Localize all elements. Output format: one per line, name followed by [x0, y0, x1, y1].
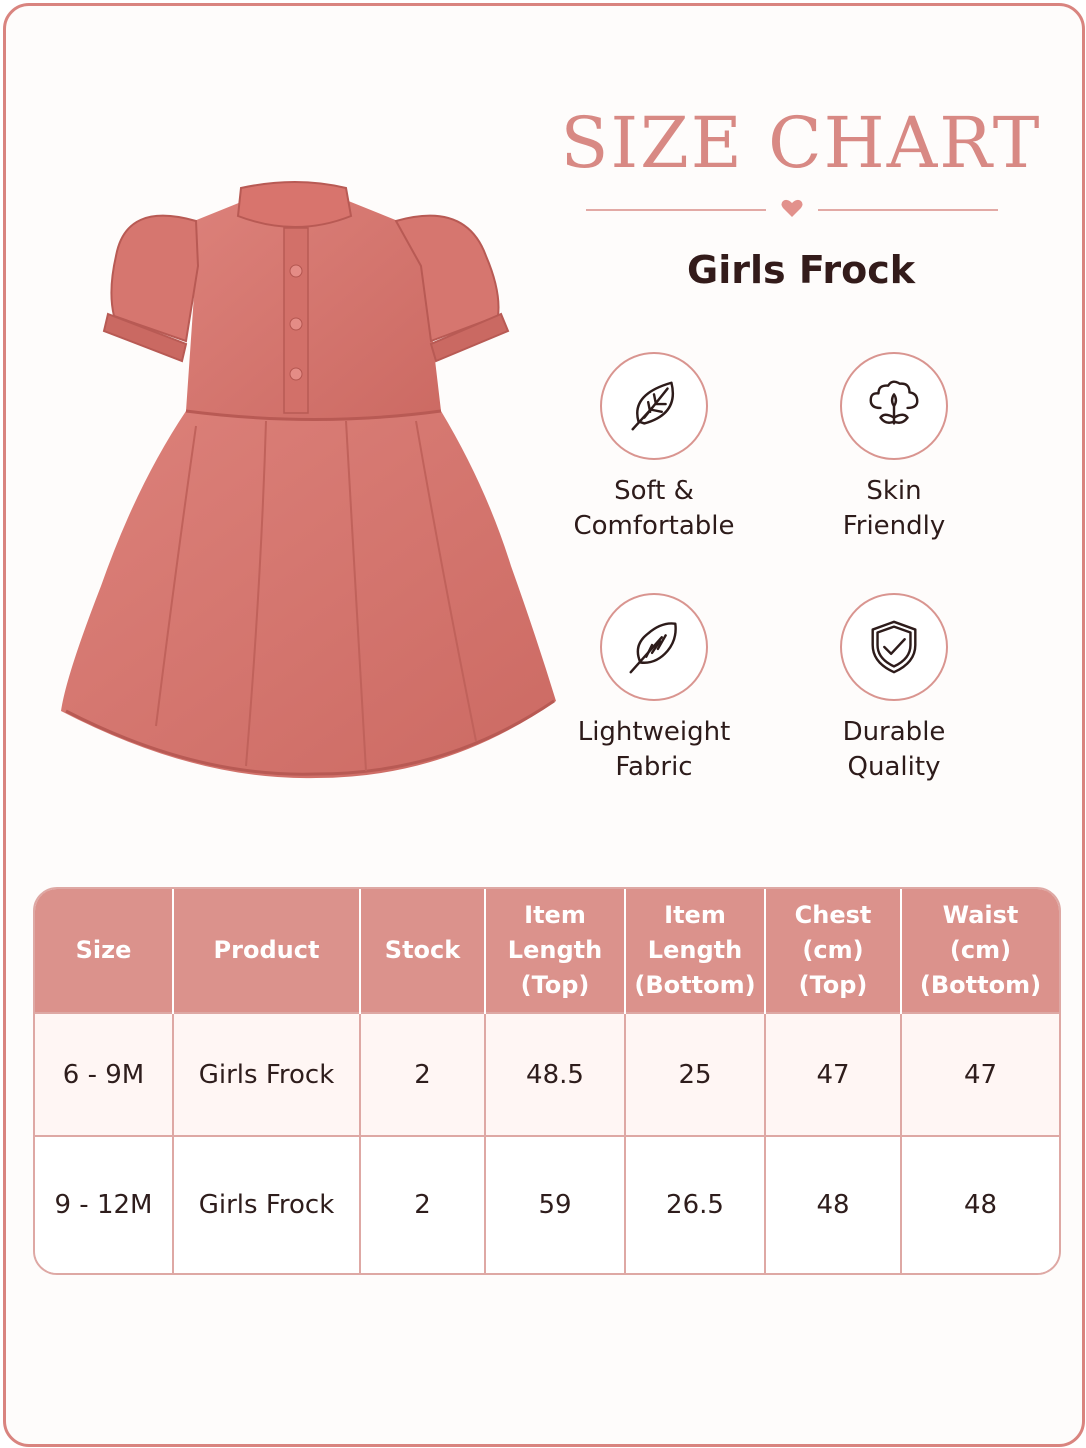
column-header: Item Length (Bottom)	[625, 889, 765, 1013]
feature-soft-comfortable	[534, 352, 774, 544]
size-table	[33, 887, 1061, 1275]
page-title: SIZE CHART	[560, 102, 1042, 184]
title-divider	[586, 194, 998, 224]
table-cell: 48	[901, 1136, 1059, 1273]
table-cell: 48	[765, 1136, 901, 1273]
cotton-flower-icon	[863, 375, 925, 437]
column-header: Product	[173, 889, 360, 1013]
table-cell: 25	[625, 1013, 765, 1136]
table-cell: 59	[485, 1136, 625, 1273]
dress-image	[46, 166, 576, 786]
feature-line1: Skin	[866, 476, 922, 506]
feature-durable-quality	[774, 593, 1014, 785]
feature-line1: Soft &	[614, 476, 694, 506]
table-row	[35, 1013, 1059, 1136]
column-header: Item Length (Top)	[485, 889, 625, 1013]
table-cell: Girls Frock	[173, 1013, 360, 1136]
table-header-row	[35, 889, 1059, 1013]
table-cell: 2	[360, 1136, 485, 1273]
feature-line1: Lightweight	[577, 717, 731, 747]
feature-line2: Quality	[847, 752, 941, 782]
table-cell: 9 - 12M	[35, 1136, 173, 1273]
column-header: Chest (cm) (Top)	[765, 889, 901, 1013]
feature-line1: Durable	[842, 717, 946, 747]
column-header: Stock	[360, 889, 485, 1013]
size-chart-page	[3, 3, 1085, 1447]
feature-lightweight-fabric	[534, 593, 774, 785]
table-cell: 48.5	[485, 1013, 625, 1136]
table-cell: 47	[901, 1013, 1059, 1136]
column-header: Size	[35, 889, 173, 1013]
feature-skin-friendly	[774, 352, 1014, 544]
feather-icon	[623, 616, 685, 678]
feature-line2: Fabric	[615, 752, 693, 782]
table-cell: 6 - 9M	[35, 1013, 173, 1136]
column-header: Waist (cm) (Bottom)	[901, 889, 1059, 1013]
table-row	[35, 1136, 1059, 1273]
feature-line2: Friendly	[842, 511, 946, 541]
product-name: Girls Frock	[687, 248, 915, 292]
table-cell: 47	[765, 1013, 901, 1136]
table-cell: Girls Frock	[173, 1136, 360, 1273]
table-cell: 2	[360, 1013, 485, 1136]
heart-icon	[780, 196, 804, 220]
leaf-icon	[623, 375, 685, 437]
shield-check-icon	[863, 616, 925, 678]
table-cell: 26.5	[625, 1136, 765, 1273]
feature-line2: Comfortable	[573, 511, 735, 541]
